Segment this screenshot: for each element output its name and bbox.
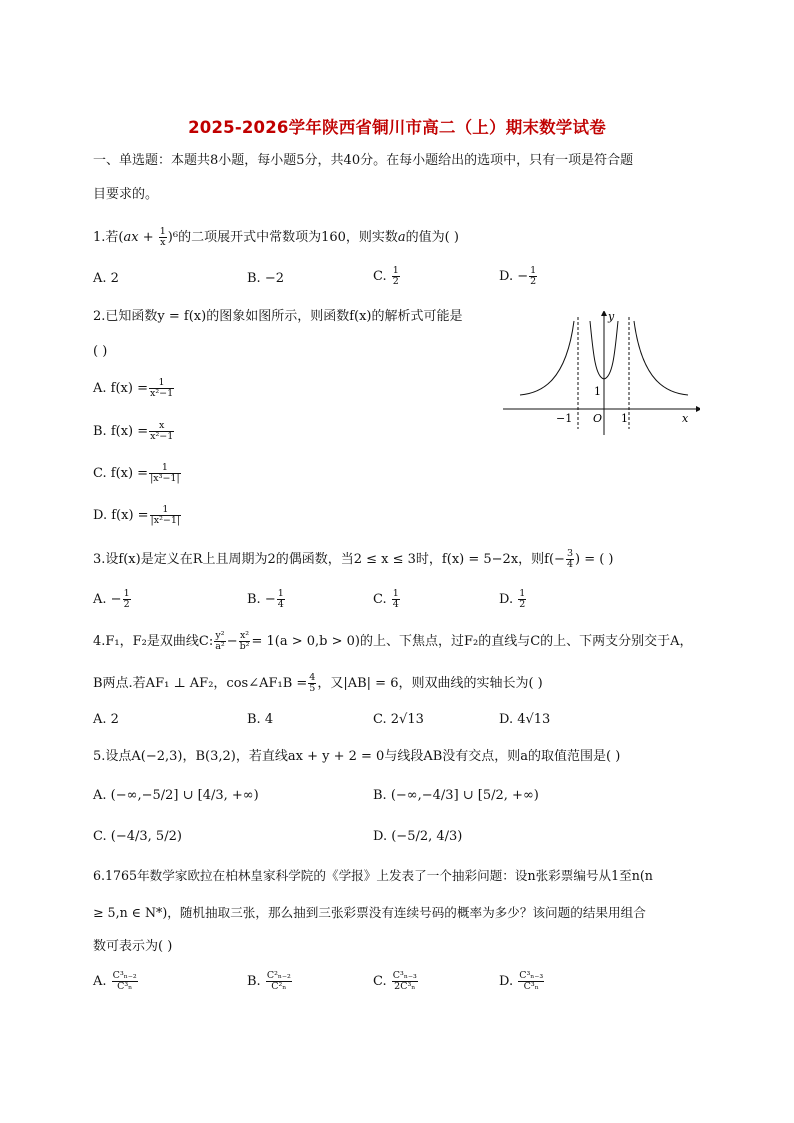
- question-6-line2: ≥ 5,n ∈ N*)，随机抽取三张，那么抽到三张彩票没有连续号码的概率为多少？该问题的结果用组合: [93, 905, 646, 920]
- question-3: 3.设f(x)是定义在R上且周期为2的偶函数，当2 ≤ x ≤ 3时，f(x) = 5−2x，则f(− $\frac{3}{4}$ ) = ( ): [93, 548, 614, 570]
- q5-option-d[interactable]: D. (−5/2, 4/3): [373, 829, 463, 844]
- q2-option-d[interactable]: D. f(x) = $\frac{1}{\text{|x²−1|}}$: [93, 504, 181, 526]
- y-axis-arrow-icon: [601, 311, 607, 316]
- q4-option-a[interactable]: A. 2: [93, 712, 119, 727]
- q2-option-a[interactable]: A. f(x) = $\frac{1}{\text{x²−1}}$: [93, 377, 174, 399]
- page-title: 2025-2026学年陕西省铜川市高二（上）期末数学试卷: [188, 118, 606, 137]
- q1-suffix: 的值为( ): [405, 230, 459, 245]
- q6-option-a[interactable]: A. $\frac{\text{C³ₙ₋₂}}{\text{C³ₙ}}$: [93, 970, 137, 992]
- q1-fraction: $\frac{1}{x}$: [159, 226, 166, 248]
- q3-option-c[interactable]: C. $\frac{1}{4}$: [373, 588, 399, 610]
- q1-option-c[interactable]: C. $\frac{1}{2}$: [373, 265, 399, 287]
- origin-label: O: [593, 412, 603, 425]
- question-6-line3: 数可表示为( ): [93, 939, 173, 954]
- q1-plus: +: [138, 230, 158, 245]
- q1-option-d[interactable]: D. − $\frac{1}{2}$: [499, 265, 537, 287]
- q5-option-c[interactable]: C. (−4/3, 5/2): [93, 829, 182, 844]
- question-2-line1: 2.已知函数y = f(x)的图象如图所示，则函数f(x)的解析式可能是: [93, 309, 463, 324]
- neg-one-label: −1: [556, 412, 573, 425]
- q2-function-graph: [500, 311, 700, 436]
- q1-option-b[interactable]: B. −2: [247, 271, 284, 286]
- question-6-line1: 6.1765年数学家欧拉在柏林皇家科学院的《学报》上发表了一个抽彩问题：设n张彩票编号从1至n(n: [93, 868, 653, 883]
- right-branch: [634, 321, 688, 395]
- q1-power-text: )⁶的二项展开式中常数项为160，则实数: [167, 230, 398, 245]
- q3-option-b[interactable]: B. − $\frac{1}{4}$: [247, 588, 284, 610]
- x-label: x: [682, 412, 689, 425]
- x-axis-arrow-icon: [696, 406, 700, 412]
- q5-option-a[interactable]: A. (−∞,−5/2] ∪ [4/3, +∞): [93, 788, 259, 803]
- q1-option-a[interactable]: A. 2: [93, 271, 119, 286]
- q4-option-b[interactable]: B. 4: [247, 712, 274, 727]
- q6-option-c[interactable]: C. $\frac{\text{C³ₙ₋₃}}{\text{2C³ₙ}}$: [373, 970, 417, 992]
- question-1: [93, 227, 459, 248]
- x-one-label: 1: [621, 412, 628, 425]
- q6-option-b[interactable]: B. $\frac{\text{C²ₙ₋₂}}{\text{C²ₙ}}$: [247, 970, 291, 992]
- q2-option-b[interactable]: B. f(x) = $\frac{x}{\text{x²−1}}$: [93, 420, 174, 442]
- section-heading-line1: 一、单选题：本题共8小题，每小题5分，共40分。在每小题给出的选项中，只有一项是符合题: [93, 153, 634, 168]
- q3-option-a[interactable]: A. − $\frac{1}{2}$: [93, 588, 130, 610]
- q2-option-c[interactable]: C. f(x) = $\frac{1}{\text{|x³−1|}}$: [93, 462, 180, 484]
- left-branch: [520, 321, 574, 395]
- q3-option-d[interactable]: D. $\frac{1}{2}$: [499, 588, 526, 610]
- q1-ax: ax: [123, 230, 139, 245]
- section-heading-line2: 目要求的。: [93, 187, 159, 202]
- q4-option-d[interactable]: D. 4√13: [499, 712, 551, 727]
- question-4-line1: 4.F₁，F₂是双曲线C: $\frac{\text{y²}}{\text{a²}}$ − $\frac{\text{x²}}{\text{b²}}$ = 1(a > 0,b > 0)的上、下焦点，过F₂的直线与C的上、下两支分别交于A，: [93, 630, 693, 652]
- q6-option-d[interactable]: D. $\frac{\text{C³ₙ₋₃}}{\text{C³ₙ}}$: [499, 970, 544, 992]
- question-2-line2: ( ): [93, 344, 108, 359]
- q4-option-c[interactable]: C. 2√13: [373, 712, 424, 727]
- question-4-line2: B两点.若AF₁ ⊥ AF₂，cos∠AF₁B = $\frac{4}{5}$ ，又|AB| = 6，则双曲线的实轴长为( ): [93, 672, 543, 694]
- q5-option-b[interactable]: B. (−∞,−4/3] ∪ [5/2, +∞): [373, 788, 539, 803]
- q1-a: a: [397, 230, 406, 245]
- y-label: y: [608, 311, 615, 323]
- q1-prefix: 1.若(: [93, 230, 124, 245]
- y-one-label: 1: [594, 385, 601, 398]
- question-5: 5.设点A(−2,3)，B(3,2)，若直线ax + y + 2 = 0与线段AB没有交点，则a的取值范围是( ): [93, 749, 621, 764]
